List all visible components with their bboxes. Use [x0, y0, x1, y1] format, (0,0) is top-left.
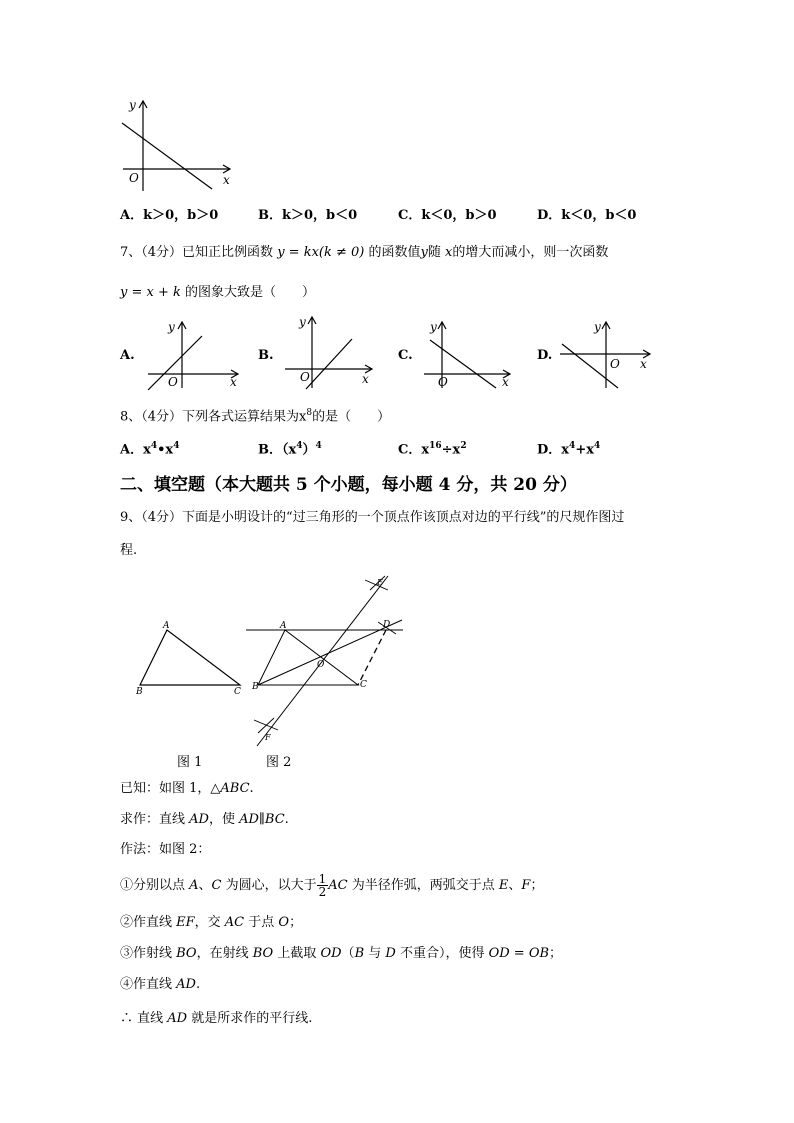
fig2-label-a: A	[280, 621, 287, 631]
q9-ask: 求作：直线 AD，使 AD∥BC.	[120, 812, 289, 827]
q9-stem-line1: 9、（4分）下面是小明设计的“过三角形的一个顶点作该顶点对边的平行线”的尺规作图过	[120, 510, 625, 525]
q9-method: 作法：如图 2：	[120, 842, 211, 857]
svg-text:y: y	[168, 320, 175, 334]
q9-step1: ①分别以点 A、C 为圆心，以大于 $\frac{1}{2}$ AC 为半径作弧，两弧交于点 E、F；	[120, 872, 544, 899]
q7-graph-c	[420, 318, 520, 390]
fig2-label-f: F	[265, 733, 271, 742]
fig1-label-b: B	[136, 687, 143, 697]
fig2-label-o: O	[317, 660, 325, 670]
fig2-caption: 图 2	[266, 755, 292, 770]
svg-text:x: x	[502, 375, 509, 389]
q7-option-d-letter: D.	[537, 348, 553, 363]
svg-text:y: y	[594, 320, 601, 334]
fig1-label-c: C	[234, 687, 241, 697]
svg-text:O: O	[168, 375, 178, 389]
svg-text:y: y	[430, 320, 437, 334]
q9-stem-line2: 程.	[120, 543, 138, 558]
fig2-label-e: E	[377, 578, 383, 587]
svg-text:x: x	[362, 372, 369, 386]
svg-text:x: x	[230, 375, 237, 389]
q8-stem: 8、（4分）下列各式运算结果为$x^8$的是（ ）	[120, 408, 391, 425]
q7-option-b-letter: B.	[258, 348, 274, 363]
svg-text:O: O	[438, 375, 448, 389]
q7-stem-line1: 7、（4分）已知正比例函数 y = kx(k ≠ 0) 的函数值y随 x的增大而减小，则一次函数	[120, 245, 609, 260]
q6-option-d: D．k＜0，b＜0	[537, 208, 637, 223]
svg-text:O: O	[300, 370, 310, 384]
fig1-caption: 图 1	[177, 755, 203, 770]
svg-text:x: x	[640, 357, 647, 371]
q8-option-d: D．$x^4+x^4$	[537, 441, 601, 458]
q8-option-c: C．$x^{16}\div x^2$	[398, 441, 467, 458]
q6-option-c: C．k＜0，b＞0	[398, 208, 497, 223]
q8-option-b: B．$(x^4)^4$	[258, 441, 322, 458]
q6-option-b: B．k＞0，b＜0	[258, 208, 358, 223]
q9-conclusion: ∴ 直线 AD 就是所求作的平行线.	[120, 1011, 313, 1026]
q6-origin-label: O	[129, 171, 139, 185]
half-fraction: $\frac{1}{2}$	[318, 872, 327, 899]
q9-step3: ③作射线 BO，在射线 BO 上截取 OD（B 与 D 不重合），使得 OD = OB；	[120, 946, 563, 961]
q7-graph-d	[556, 318, 656, 390]
fig2-label-d: D	[383, 620, 391, 630]
fig1-label-a: A	[163, 621, 170, 631]
q9-figure1	[130, 618, 250, 698]
fig2-label-c: C	[360, 680, 367, 690]
q6-option-a: A．k＞0，b＞0	[120, 208, 219, 223]
q6-y-label: y	[129, 98, 136, 112]
q7-option-a-letter: A.	[120, 348, 135, 363]
q7-graph-b	[280, 313, 390, 390]
section2-heading: 二、填空题（本大题共 5 个小题，每小题 4 分，共 20 分）	[120, 475, 577, 495]
q9-known: 已知：如图 1，△ABC.	[120, 781, 254, 796]
svg-text:y: y	[299, 315, 306, 329]
q7-graph-a	[140, 318, 250, 390]
q8-option-a: A．$x^4•x^4$	[120, 441, 180, 458]
q6-graph	[115, 96, 240, 196]
q9-figure2	[240, 570, 410, 750]
q7-stem-line2: y = x + k 的图象大致是（ ）	[120, 285, 316, 300]
q9-step4: ④作直线 AD.	[120, 977, 201, 992]
q9-step2: ②作直线 EF，交 AC 于点 O；	[120, 915, 303, 930]
svg-text:O: O	[610, 357, 620, 371]
fig2-label-b: B	[252, 682, 259, 692]
q7-option-c-letter: C.	[398, 348, 413, 363]
q6-x-label: x	[223, 173, 230, 187]
